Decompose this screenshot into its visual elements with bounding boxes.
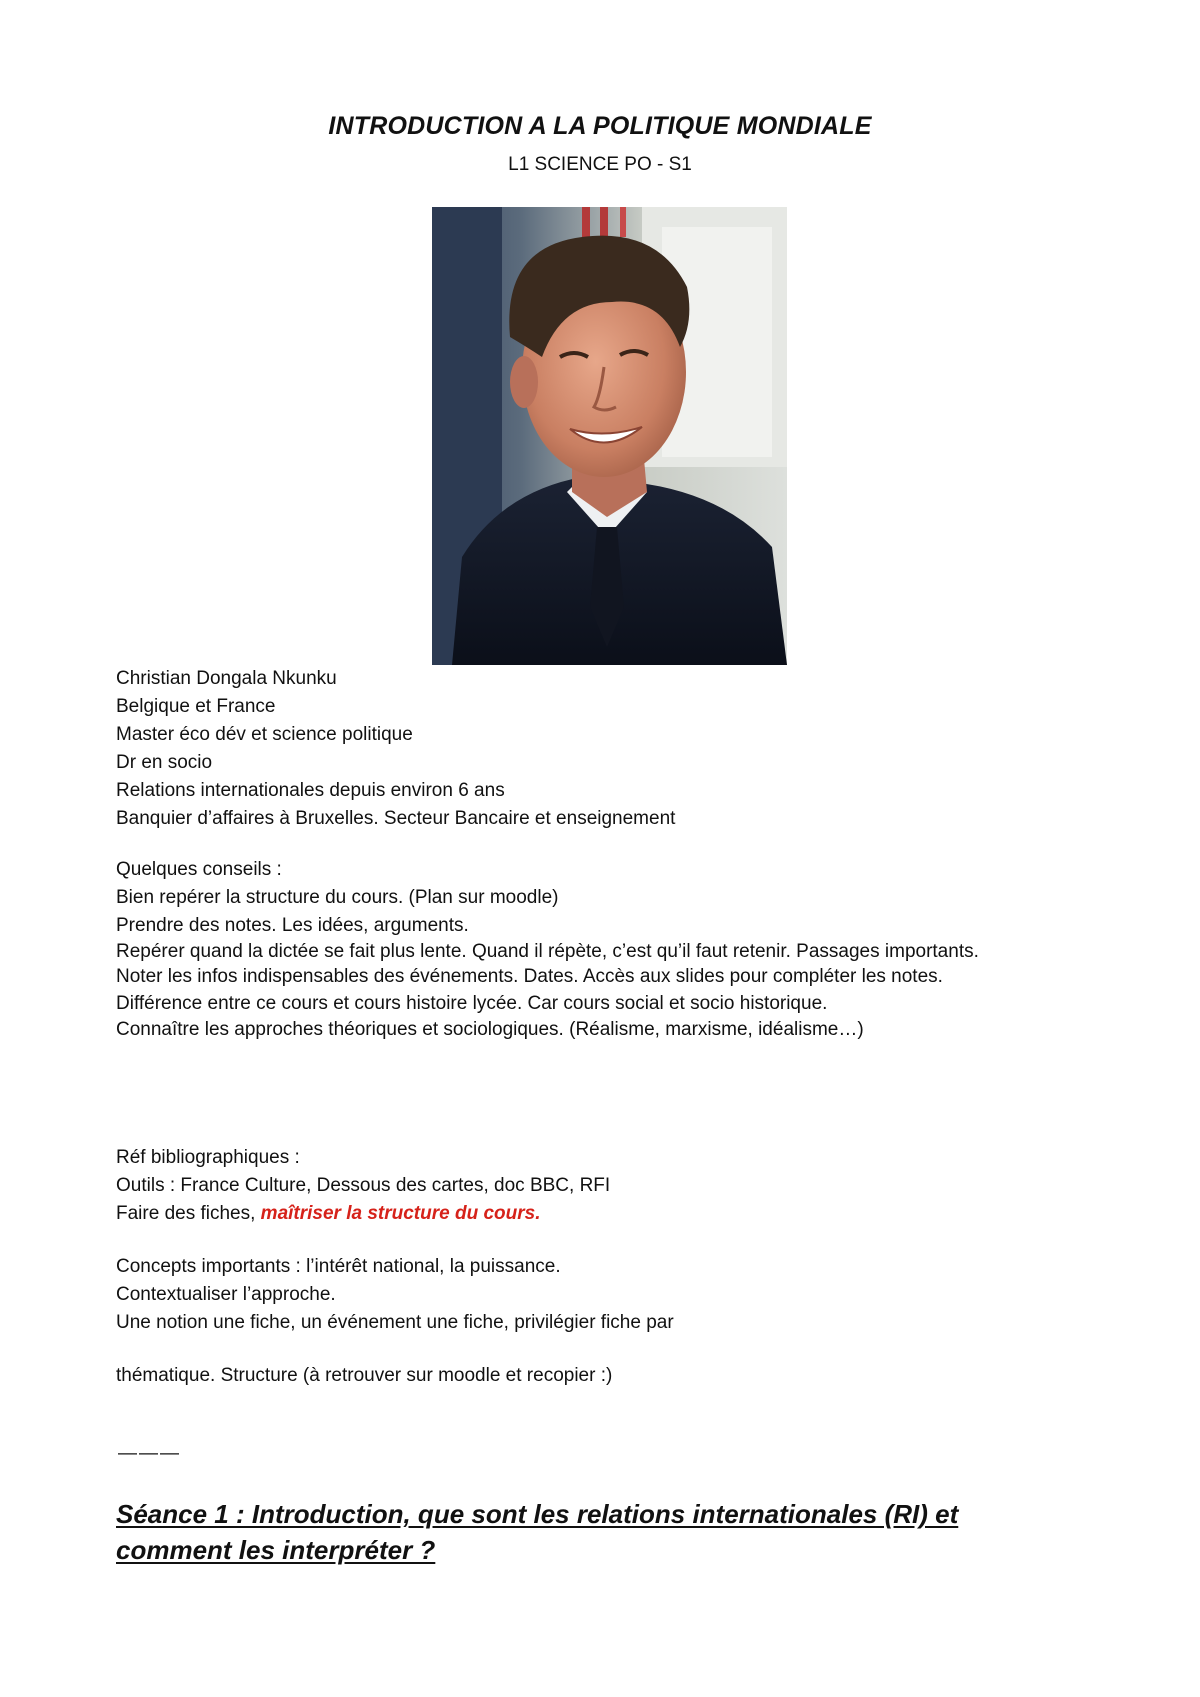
- concepts-line: Une notion une fiche, un événement une fiche, privilégier fiche par: [116, 1312, 674, 1333]
- advice-line: Bien repérer la structure du cours. (Plan sur moodle): [116, 887, 559, 908]
- session-title: Séance 1 : Introduction, que sont les relations internationales (RI) et comment les interpréter ?: [116, 1499, 959, 1565]
- advice-heading: Quelques conseils :: [116, 859, 282, 880]
- advice-line: Repérer quand la dictée se fait plus lente. Quand il répète, c’est qu’il faut retenir. Passages importants.: [116, 941, 979, 962]
- concepts-line: Concepts importants : l’intérêt national, la puissance.: [116, 1256, 561, 1277]
- structure-line: thématique. Structure (à retrouver sur moodle et recopier :): [116, 1365, 613, 1386]
- document-subtitle: L1 SCIENCE PO - S1: [508, 154, 692, 175]
- refs-fiches-highlight: maîtriser la structure du cours.: [260, 1203, 541, 1224]
- advice-line: Connaître les approches théoriques et sociologiques. (Réalisme, marxisme, idéalisme…): [116, 1019, 864, 1040]
- bio-line: Master éco dév et science politique: [116, 724, 413, 745]
- concepts-line: Contextualiser l’approche.: [116, 1284, 336, 1305]
- advice-section: [116, 856, 1076, 1043]
- portrait-illustration: [432, 207, 787, 665]
- author-bio: [116, 665, 1076, 833]
- refs-fiches: [116, 1200, 1076, 1228]
- document-title: INTRODUCTION A LA POLITIQUE MONDIALE: [328, 112, 872, 140]
- bio-line: Dr en socio: [116, 752, 213, 773]
- advice-line: Prendre des notes. Les idées, arguments.: [116, 915, 469, 936]
- advice-line: Noter les infos indispensables des événements. Dates. Accès aux slides pour compléter les notes.: [116, 966, 943, 987]
- bio-line: Belgique et France: [116, 696, 276, 717]
- refs-heading: Réf bibliographiques :: [116, 1147, 300, 1168]
- bio-line: Banquier d’affaires à Bruxelles. Secteur Bancaire et enseignement: [116, 808, 676, 829]
- bio-line: Relations internationales depuis environ 6 ans: [116, 780, 505, 801]
- portrait-photo: [432, 207, 787, 665]
- concepts-section: [116, 1253, 1076, 1337]
- refs-fiches-prefix: Faire des fiches,: [116, 1203, 261, 1224]
- bio-line: Christian Dongala Nkunku: [116, 668, 337, 689]
- references-section: [116, 1144, 1076, 1228]
- advice-line: Différence entre ce cours et cours histoire lycée. Car cours social et socio historique.: [116, 993, 828, 1014]
- separator: ———: [118, 1443, 181, 1464]
- refs-tools: Outils : France Culture, Dessous des cartes, doc BBC, RFI: [116, 1175, 611, 1196]
